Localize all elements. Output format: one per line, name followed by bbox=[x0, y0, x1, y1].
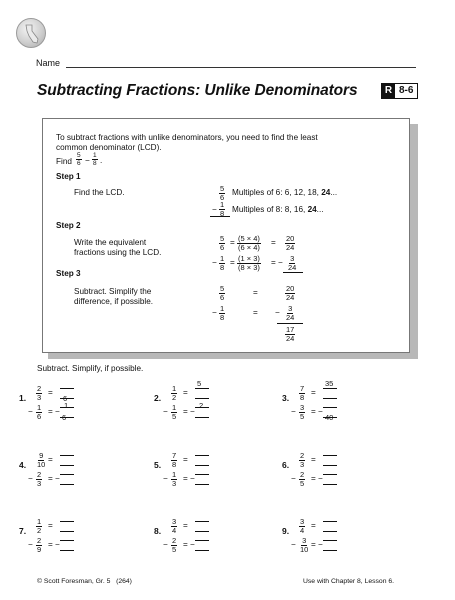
blank-numerator-b[interactable] bbox=[323, 474, 337, 475]
intro-line-2: common denominator (LCD). bbox=[56, 143, 162, 152]
step2-expansion-a: $\frac{(5 \times 4)}{(6 \times 4)}$ bbox=[238, 234, 260, 252]
step1-label: Step 1 bbox=[56, 172, 81, 181]
blank-numerator-a[interactable] bbox=[195, 455, 209, 456]
step3-result-b: $\frac{3}{24}$ bbox=[286, 304, 295, 322]
blank-numerator-a[interactable] bbox=[323, 455, 337, 456]
hint-b-hint-den: 6 bbox=[62, 413, 67, 422]
problem-fraction-a: $\frac{3}{4}$ bbox=[172, 517, 177, 535]
step1-fraction-b: $\frac{1}{8}$ bbox=[220, 200, 225, 218]
blank-numerator-a[interactable] bbox=[60, 455, 74, 456]
blank-line-a[interactable] bbox=[195, 465, 209, 466]
minus-sign: − bbox=[291, 407, 296, 416]
blank-numerator-a[interactable] bbox=[323, 521, 337, 522]
step2-text-1: Write the equivalent bbox=[74, 238, 147, 247]
blank-line-b[interactable] bbox=[323, 484, 337, 485]
minus-sign: − bbox=[163, 474, 168, 483]
footer-lesson-note: Use with Chapter 8, Lesson 6. bbox=[303, 578, 395, 585]
blank-numerator-b[interactable] bbox=[195, 540, 209, 541]
step3-text-1: Subtract. Simplify the bbox=[74, 287, 152, 296]
step1-text: Find the LCD. bbox=[74, 188, 125, 197]
badge-letter: R bbox=[382, 84, 395, 98]
equals-sign: = bbox=[48, 388, 53, 397]
equals-minus-sign: = − bbox=[311, 540, 323, 549]
blank-line-a[interactable] bbox=[60, 465, 74, 466]
step2-text-2: fractions using the LCD. bbox=[74, 248, 162, 257]
step2-result-a: $\frac{20}{24}$ bbox=[286, 234, 295, 252]
problem-number: 4. bbox=[19, 460, 27, 470]
problem-fraction-a: $\frac{1}{2}$ bbox=[37, 517, 42, 535]
problem-fraction-b: $\frac{2}{5}$ bbox=[172, 536, 177, 554]
blank-line-b[interactable] bbox=[60, 550, 74, 551]
problem-number: 5. bbox=[154, 460, 162, 470]
find-fraction-b: $\frac{1}{8}$ bbox=[93, 152, 97, 167]
publisher-logo bbox=[16, 18, 46, 48]
problem-fraction-b: $\frac{2}{5}$ bbox=[300, 470, 305, 488]
name-row bbox=[36, 58, 416, 70]
equals-minus-sign: = − bbox=[183, 407, 195, 416]
blank-numerator-a[interactable] bbox=[60, 521, 74, 522]
instruction-box: To subtract fractions with unlike denominators, you need to find the least common denominator (LCD). Find $\frac{5}{6}$ − $\frac{1}{8}$ . Step 1 Find the LCD. $\frac{5}{6}$ Multiples of 6: 6, 12, 18, 24... − $\frac{1}{8}$ Multiples of 8: 8, 16, 24... Step 2 Write the equivalent fractions using the LCD. $\frac{5}{6}$ = $\frac{(5 \times 4)}{(6 \times 4)}$ = $\frac{20}{24}$ − $\frac{1}{8}$ = $\frac{(1 \times 3)}{(8 \times 3)}$ = − $\frac{3}{24}$ Step 3 Subtract. Simplify the difference, if possible. $\frac{5}{6}$ = $\frac{20}{24}$ − $\frac{1}{8}$ = − $\frac{3}{24}$ $\frac{17}{24}$ bbox=[42, 118, 410, 353]
problem-fraction-a: $\frac{7}{8}$ bbox=[172, 451, 177, 469]
problem-fraction-a: $\frac{1}{2}$ bbox=[172, 384, 177, 402]
equals-minus-sign: = − bbox=[48, 474, 60, 483]
equals-sign: = bbox=[48, 455, 53, 464]
name-write-line[interactable] bbox=[66, 67, 416, 68]
minus-sign: − bbox=[163, 407, 168, 416]
step3-text-2: difference, if possible. bbox=[74, 297, 154, 306]
equals-sign: = bbox=[183, 388, 188, 397]
problem-fraction-a: $\frac{3}{4}$ bbox=[300, 517, 305, 535]
problem-fraction-b: $\frac{1}{6}$ bbox=[37, 403, 42, 421]
problem-fraction-b: $\frac{3}{5}$ bbox=[300, 403, 305, 421]
state-shape-icon bbox=[24, 24, 40, 44]
step3-answer: $\frac{17}{24}$ bbox=[286, 325, 295, 343]
name-label: Name bbox=[36, 58, 61, 68]
blank-line-a[interactable] bbox=[195, 398, 209, 399]
find-fraction-a: $\frac{5}{6}$ bbox=[77, 152, 81, 167]
step3-label: Step 3 bbox=[56, 269, 81, 278]
problem-fraction-a: $\frac{7}{8}$ bbox=[300, 384, 305, 402]
blank-numerator-b[interactable] bbox=[323, 407, 337, 408]
equals-minus-sign: = − bbox=[183, 474, 195, 483]
lesson-badge bbox=[381, 83, 418, 99]
blank-line-a[interactable] bbox=[323, 398, 337, 399]
blank-line-b[interactable] bbox=[195, 417, 209, 418]
hint-b-hint-num: 1 bbox=[64, 401, 69, 410]
problem-fraction-a: $\frac{2}{3}$ bbox=[37, 384, 42, 402]
blank-line-a[interactable] bbox=[323, 465, 337, 466]
blank-line-b[interactable] bbox=[60, 484, 74, 485]
equals-minus-sign: = − bbox=[48, 540, 60, 549]
hint-a-hint-num: 5 bbox=[197, 379, 202, 388]
blank-numerator-b[interactable] bbox=[60, 474, 74, 475]
step2-label: Step 2 bbox=[56, 221, 81, 230]
badge-number: 8-6 bbox=[399, 85, 414, 96]
hint-b-hint-den: 40 bbox=[325, 413, 334, 422]
minus-sign: − bbox=[291, 540, 296, 549]
blank-line-a[interactable] bbox=[60, 531, 74, 532]
blank-line-b[interactable] bbox=[195, 484, 209, 485]
equals-minus-sign: = − bbox=[311, 407, 323, 416]
hint-a-hint-num: 35 bbox=[325, 379, 334, 388]
problem-fraction-a: $\frac{2}{3}$ bbox=[300, 451, 305, 469]
page-title: Subtracting Fractions: Unlike Denominators bbox=[37, 82, 358, 99]
equals-sign: = bbox=[183, 521, 188, 530]
step1-fraction-a: $\frac{5}{6}$ bbox=[220, 184, 225, 202]
step2-expansion-b: $\frac{(1 \times 3)}{(8 \times 3)}$ bbox=[238, 254, 260, 272]
problem-number: 1. bbox=[19, 393, 27, 403]
exercise-instructions: Subtract. Simplify, if possible. bbox=[37, 364, 144, 373]
problem-fraction-b: $\frac{1}{3}$ bbox=[172, 470, 177, 488]
equals-sign: = bbox=[311, 455, 316, 464]
hint-b-hint-num: 2 bbox=[199, 401, 204, 410]
step3-fraction-a: $\frac{5}{6}$ bbox=[220, 284, 225, 302]
problem-number: 2. bbox=[154, 393, 162, 403]
step3-result-a: $\frac{20}{24}$ bbox=[286, 284, 295, 302]
problem-number: 3. bbox=[282, 393, 290, 403]
minus-sign: − bbox=[291, 474, 296, 483]
blank-numerator-b[interactable] bbox=[60, 540, 74, 541]
step3-fraction-b: $\frac{1}{8}$ bbox=[220, 304, 225, 322]
step2-fraction-b: $\frac{1}{8}$ bbox=[220, 254, 225, 272]
equals-sign: = bbox=[311, 388, 316, 397]
equals-minus-sign: = − bbox=[183, 540, 195, 549]
equals-sign: = bbox=[183, 455, 188, 464]
problem-fraction-b: $\frac{2}{3}$ bbox=[37, 470, 42, 488]
problem-fraction-b: $\frac{3}{10}$ bbox=[300, 536, 309, 554]
minus-sign: − bbox=[28, 407, 33, 416]
minus-sign: − bbox=[28, 540, 33, 549]
intro-line-1: To subtract fractions with unlike denominators, you need to find the least bbox=[56, 133, 318, 142]
blank-numerator-a[interactable] bbox=[60, 388, 74, 389]
blank-numerator-b[interactable] bbox=[323, 540, 337, 541]
minus-sign: − bbox=[163, 540, 168, 549]
step2-result-b: $\frac{3}{24}$ bbox=[288, 254, 297, 272]
problem-number: 8. bbox=[154, 526, 162, 536]
step1-multiples-6: Multiples of 6: 6, 12, 18, 24... bbox=[232, 188, 338, 197]
equals-minus-sign: = − bbox=[311, 474, 323, 483]
minus-sign: − bbox=[28, 474, 33, 483]
find-label: Find bbox=[56, 157, 72, 166]
problem-fraction-b: $\frac{2}{9}$ bbox=[37, 536, 42, 554]
blank-numerator-b[interactable] bbox=[195, 474, 209, 475]
blank-numerator-a[interactable] bbox=[195, 521, 209, 522]
equals-minus-sign: = − bbox=[48, 407, 60, 416]
equals-sign: = bbox=[48, 521, 53, 530]
step2-fraction-a: $\frac{5}{6}$ bbox=[220, 234, 225, 252]
blank-line-b[interactable] bbox=[323, 550, 337, 551]
problem-number: 7. bbox=[19, 526, 27, 536]
blank-line-a[interactable] bbox=[195, 531, 209, 532]
problem-number: 9. bbox=[282, 526, 290, 536]
hint-a-hint-den: 6 bbox=[63, 394, 68, 403]
equals-sign: = bbox=[311, 521, 316, 530]
step1-multiples-8: Multiples of 8: 8, 16, 24... bbox=[232, 205, 324, 214]
problem-fraction-a: $\frac{9}{10}$ bbox=[37, 451, 46, 469]
blank-line-a[interactable] bbox=[323, 531, 337, 532]
problem-fraction-b: $\frac{1}{5}$ bbox=[172, 403, 177, 421]
problem-number: 6. bbox=[282, 460, 290, 470]
footer-copyright: © Scott Foresman, Gr. 5 (264) bbox=[37, 578, 132, 585]
blank-line-b[interactable] bbox=[195, 550, 209, 551]
